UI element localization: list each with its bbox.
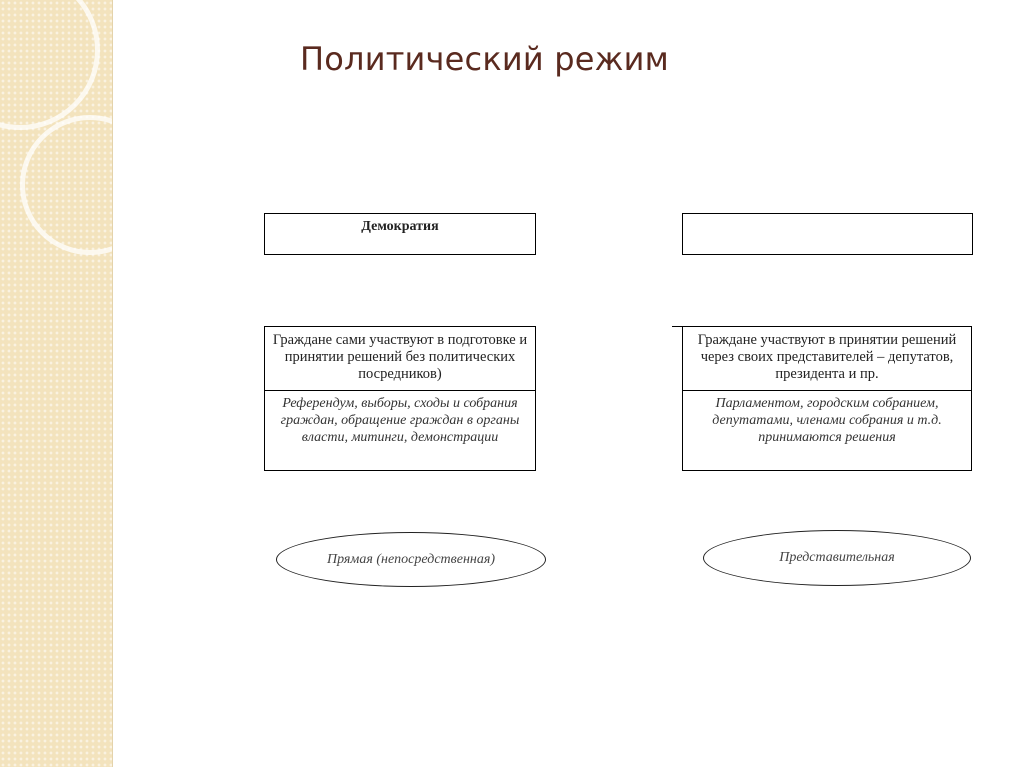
direct-examples: Референдум, выборы, сходы и собрания граждан, обращение граждан в органы власти, митинги, демонстрации (280, 396, 520, 445)
representative-examples: Парламентом, городским собранием, депутатами, членами собрания и т.д. принимаются решения (712, 396, 942, 445)
decorative-ring-upper (0, 0, 100, 130)
decorative-side-band (0, 0, 113, 767)
direct-description: Граждане сами участвуют в подготовке и принятии решений без политических посредников) (265, 327, 535, 391)
top-right-label (683, 214, 972, 218)
representative-type-oval (703, 530, 971, 586)
representative-democracy-box (682, 326, 972, 471)
democracy-box (264, 213, 536, 255)
slide-title: Политический режим (300, 40, 669, 78)
direct-type-label: Прямая (непосредственная) (326, 551, 496, 567)
representative-description: Граждане участвуют в принятии решений через своих представителей – депутатов, президента и пр. (683, 327, 971, 391)
top-right-box (682, 213, 973, 255)
democracy-label: Демократия (361, 219, 439, 234)
direct-democracy-box (264, 326, 536, 471)
representative-type-label: Представительная (779, 550, 895, 565)
decorative-ring-lower (20, 115, 113, 255)
direct-type-oval (276, 532, 546, 587)
connector-tick (672, 326, 682, 327)
